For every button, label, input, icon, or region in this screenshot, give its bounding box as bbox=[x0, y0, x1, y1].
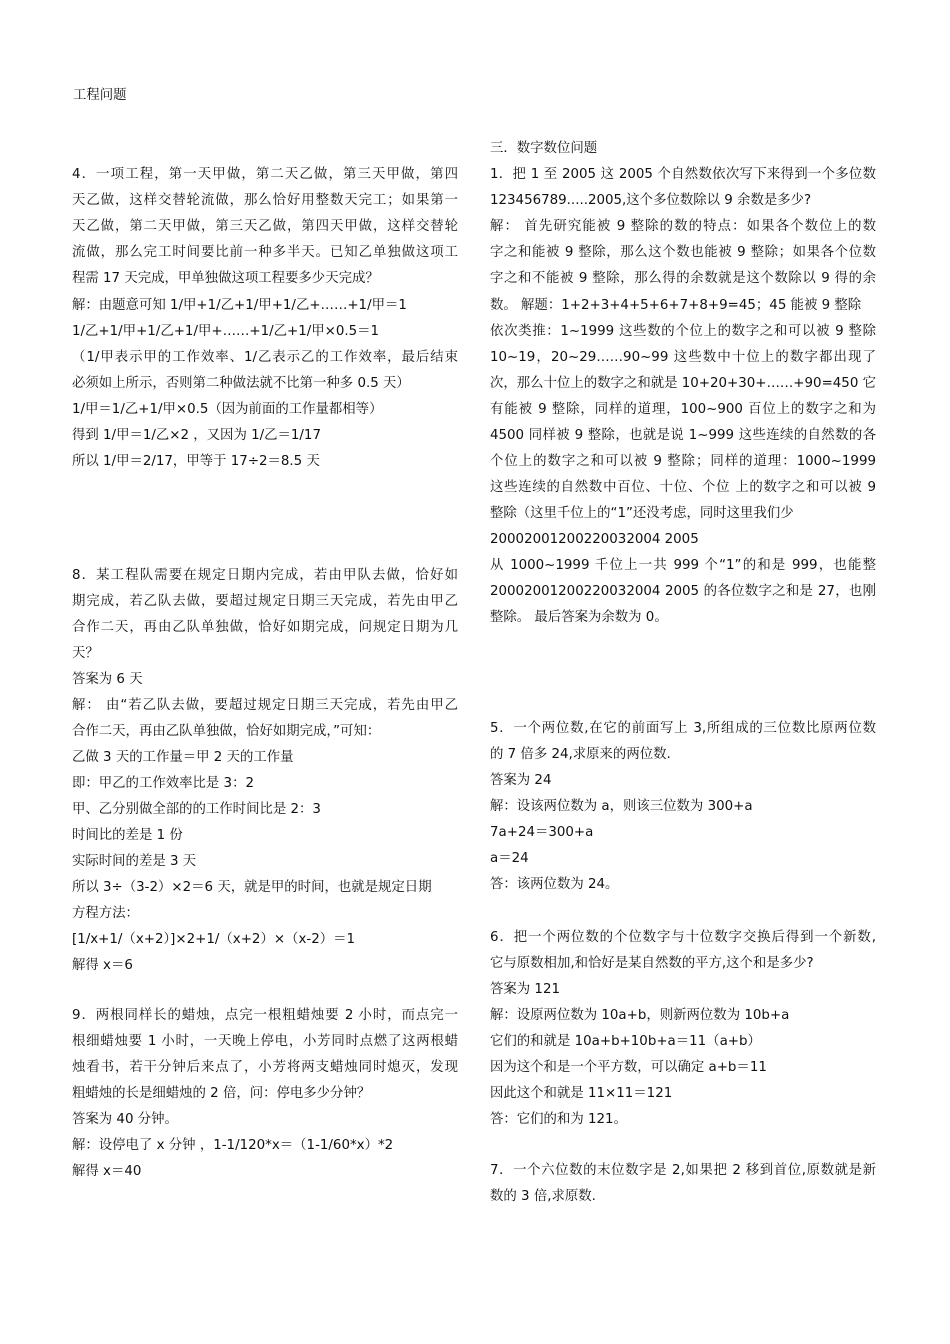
right-text-line: 答：该两位数为 24。 bbox=[490, 877, 619, 892]
left-text-line: 方程方法： bbox=[72, 906, 139, 921]
right-text-line: 三．数字数位问题 bbox=[490, 141, 598, 156]
right-text-line: 字之和不能被 9 整除，那么得的余数就是这个数除以 9 得的余 bbox=[490, 271, 876, 286]
left-text-line: 得到 1/甲＝1/乙×2 ，又因为 1/乙＝1/17 bbox=[72, 428, 321, 443]
left-text-line: 期完成，若乙队去做，要超过规定日期三天完成，若先由甲乙 bbox=[72, 594, 458, 609]
left-text-line: 答案为 6 天 bbox=[72, 672, 143, 687]
right-text-line: 10~19，20~29……90~99 这些数中十位上的数字都出现了 bbox=[490, 350, 876, 365]
right-text-line: 答案为 121 bbox=[490, 982, 560, 997]
left-text-line: （1/甲表示甲的工作效率、1/乙表示乙的工作效率，最后结束 bbox=[72, 350, 458, 365]
left-text-line: 解得 x＝6 bbox=[72, 958, 133, 973]
right-text-line: 123456789.....2005,这个多位数除以 9 余数是多少? bbox=[490, 193, 812, 208]
left-text-line: 烛看书，若干分钟后来点了，小芳将两支蜡烛同时熄灭，发现 bbox=[72, 1060, 458, 1075]
left-text-line: 解得 x＝40 bbox=[72, 1164, 142, 1179]
page-title: 工程问题 bbox=[73, 88, 127, 103]
right-text-line: 20002001200220032004 2005 的各位数字之和是 27，也刚 bbox=[490, 584, 876, 599]
right-text-line: 答案为 24 bbox=[490, 773, 552, 788]
left-text-line: 流做，那么完工时间要比前一种多半天。已知乙单独做这项工 bbox=[72, 245, 458, 260]
left-text-line: 粗蜡烛的长是细蜡烛的 2 倍，问：停电多少分钟？ bbox=[72, 1086, 371, 1101]
right-text-line: 5．一个两位数,在它的前面写上 3,所组成的三位数比原两位数 bbox=[490, 721, 876, 736]
left-text-line: 天乙做，这样交替轮流做，那么恰好用整数天完工；如果第一 bbox=[72, 193, 458, 208]
left-text-line: [1/x+1/（x+2）]×2+1/（x+2）×（x-2）＝1 bbox=[72, 932, 356, 947]
left-text-line: 解：由题意可知 1/甲+1/乙+1/甲+1/乙+……+1/甲＝1 bbox=[72, 298, 407, 313]
right-text-line: 7a+24＝300+a bbox=[490, 825, 594, 840]
right-text-line: 它与原数相加,和恰好是某自然数的平方,这个和是多少? bbox=[490, 956, 814, 971]
left-text-line: 天乙做，第二天甲做，第三天乙做，第四天甲做，这样交替轮 bbox=[72, 219, 458, 234]
left-text-line: 1/甲＝1/乙+1/甲×0.5（因为前面的工作量都相等） bbox=[72, 402, 383, 417]
right-text-line: 个位上的数字之和可以被 9 整除；同样的道理：1000~1999 bbox=[490, 454, 876, 469]
right-text-line: 4500 同样被 9 整除，也就是说 1~999 这些连续的自然数的各 bbox=[490, 428, 876, 443]
left-text-line: 乙做 3 天的工作量＝甲 2 天的工作量 bbox=[72, 750, 294, 765]
right-text-line: 这些连续的自然数中百位、十位、个位 上的数字之和可以被 9 bbox=[490, 480, 876, 495]
left-text-line: 天？ bbox=[72, 646, 99, 661]
right-text-line: 因此这个和就是 11×11＝121 bbox=[490, 1086, 673, 1101]
left-text-line: 甲、乙分别做全部的的工作时间比是 2：3 bbox=[72, 802, 321, 817]
left-text-line: 时间比的差是 1 份 bbox=[72, 828, 183, 843]
right-text-line: 答：它们的和为 121。 bbox=[490, 1112, 627, 1127]
right-text-line: 它们的和就是 10a+b+10b+a＝11（a+b） bbox=[490, 1034, 761, 1049]
left-text-line: 1/乙+1/甲+1/乙+1/甲+……+1/乙+1/甲×0.5＝1 bbox=[72, 324, 380, 339]
right-text-line: 解：设原两位数为 10a+b，则新两位数为 10b+a bbox=[490, 1008, 790, 1023]
left-text-line: 4．一项工程，第一天甲做，第二天乙做，第三天甲做，第四 bbox=[72, 167, 458, 182]
right-text-line: 20002001200220032004 2005 bbox=[490, 532, 699, 547]
right-text-line: 6．把一个两位数的个位数字与十位数字交换后得到一个新数, bbox=[490, 930, 876, 945]
left-text-line: 所以 3÷（3-2）×2＝6 天，就是甲的时间，也就是规定日期 bbox=[72, 880, 432, 895]
right-text-line: 字之和能被 9 整除，那么这个数也能被 9 整除；如果各个位数 bbox=[490, 245, 876, 260]
right-text-line: 次，那么十位上的数字之和就是 10+20+30+……+90=450 它 bbox=[490, 376, 876, 391]
right-text-line: 有能被 9 整除，同样的道理，100~900 百位上的数字之和为 bbox=[490, 402, 876, 417]
right-text-line: 数的 3 倍,求原数. bbox=[490, 1189, 596, 1204]
left-text-line: 解： 由“若乙队去做，要超过规定日期三天完成，若先由甲乙 bbox=[72, 698, 458, 713]
right-text-line: 整除。 最后答案为余数为 0。 bbox=[490, 610, 668, 625]
left-text-line: 合作二天，再由乙队单独做，恰好如期完成，问规定日期为几 bbox=[72, 620, 458, 635]
right-text-line: 解： 首先研究能被 9 整除的数的特点：如果各个数位上的数 bbox=[490, 219, 876, 234]
right-text-line: 解：设该两位数为 a，则该三位数为 300+a bbox=[490, 799, 753, 814]
left-text-line: 实际时间的差是 3 天 bbox=[72, 854, 197, 869]
left-text-line: 合作二天，再由乙队单独做，恰好如期完成，”可知： bbox=[72, 724, 381, 739]
left-text-line: 程需 17 天完成，甲单独做这项工程要多少天完成？ bbox=[72, 271, 379, 286]
left-text-line: 所以 1/甲＝2/17，甲等于 17÷2＝8.5 天 bbox=[72, 454, 320, 469]
left-text-line: 必须如上所示，否则第二种做法就不比第一种多 0.5 天） bbox=[72, 376, 410, 391]
right-text-line: 数。 解题：1+2+3+4+5+6+7+8+9=45；45 能被 9 整除 bbox=[490, 298, 862, 313]
right-text-line: 的 7 倍多 24,求原来的两位数. bbox=[490, 747, 671, 762]
right-text-line: a＝24 bbox=[490, 851, 529, 866]
left-text-line: 9．两根同样长的蜡烛，点完一根粗蜡烛要 2 小时，而点完一 bbox=[72, 1008, 458, 1023]
right-text-line: 从 1000~1999 千位上一共 999 个“1”的和是 999，也能整 bbox=[490, 558, 876, 573]
left-text-line: 8．某工程队需要在规定日期内完成，若由甲队去做，恰好如 bbox=[72, 568, 458, 583]
right-text-line: 因为这个和是一个平方数，可以确定 a+b＝11 bbox=[490, 1060, 767, 1075]
left-text-line: 答案为 40 分钟。 bbox=[72, 1112, 178, 1127]
left-text-line: 根细蜡烛要 1 小时，一天晚上停电，小芳同时点燃了这两根蜡 bbox=[72, 1034, 458, 1049]
right-text-line: 1．把 1 至 2005 这 2005 个自然数依次写下来得到一个多位数 bbox=[490, 167, 876, 182]
right-text-line: 依次类推：1~1999 这些数的个位上的数字之和可以被 9 整除 bbox=[490, 324, 876, 339]
right-text-line: 整除（这里千位上的“1”还没考虑，同时这里我们少 bbox=[490, 506, 794, 521]
left-text-line: 即：甲乙的工作效率比是 3：2 bbox=[72, 776, 254, 791]
right-text-line: 7．一个六位数的末位数字是 2,如果把 2 移到首位,原数就是新 bbox=[490, 1163, 876, 1178]
left-text-line: 解：设停电了 x 分钟 ，1-1/120*x＝（1-1/60*x）*2 bbox=[72, 1138, 394, 1153]
